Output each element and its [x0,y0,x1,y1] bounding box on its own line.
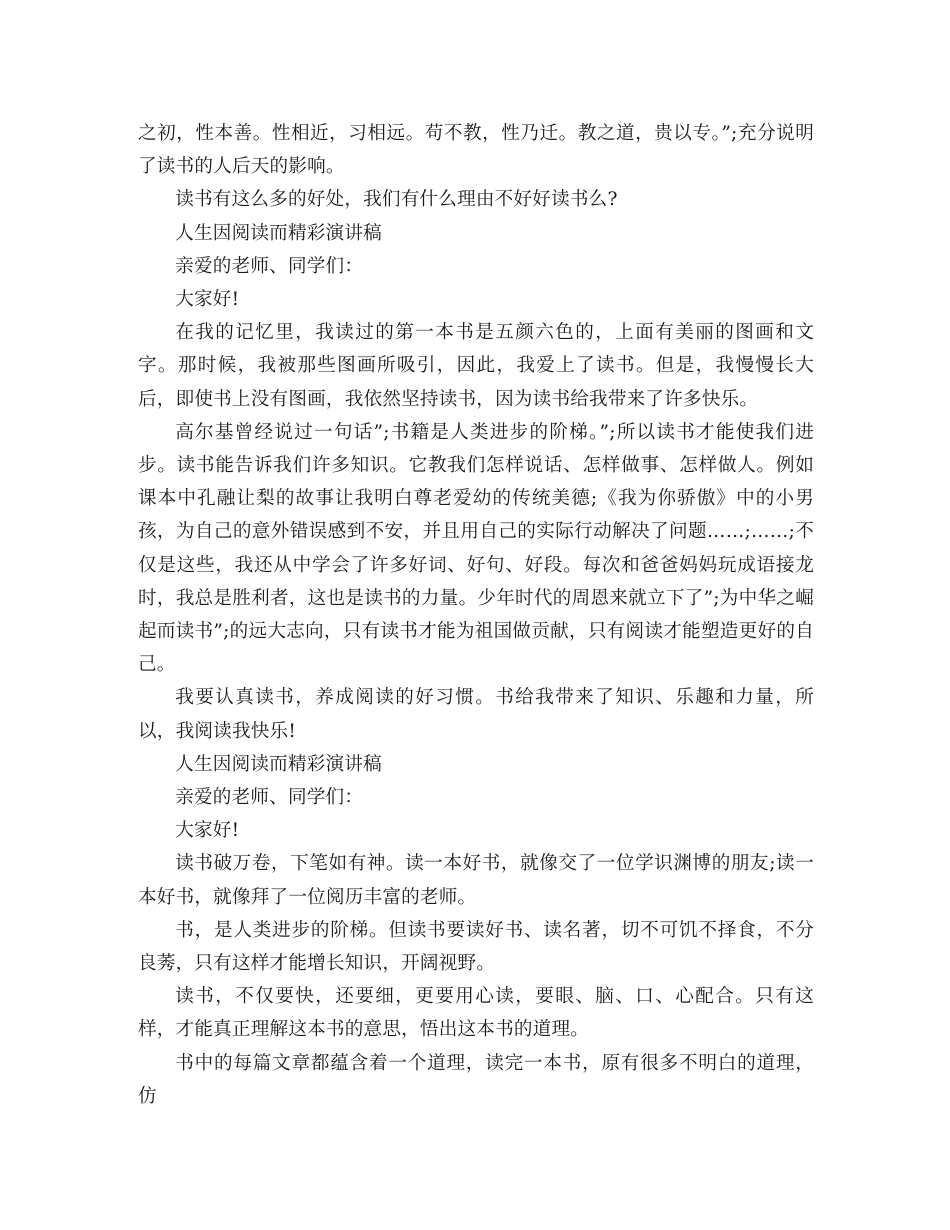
paragraph: 读书，不仅要快，还要细，更要用心读，要眼、脑、口、心配合。只有这样，才能真正理解这本书的意思，悟出这本书的道理。 [138,986,814,1041]
greeting: 大家好! [175,289,240,311]
paragraph: 高尔基曾经说过一句话”;书籍是人类进步的阶梯。”;所以读书才能使我们进步。读书能告诉我们许多知识。它教我们怎样说话、怎样做事、怎样做人。例如课本中孔融让梨的故事让我明白尊老爱幼的传统美德;《我为你骄傲》中的小男孩，为自己的意外错误感到不安，并且用自己的实际行动解决了问题……;……;不仅是这些，我还从中学会了许多好词、好句、好段。每次和爸爸妈妈玩成语接龙时，我总是胜利者，这也是读书的力量。少年时代的周恩来就立下了”;为中华之崛起而读书”;的远大志向，只有读书才能为祖国做贡献，只有阅读才能塑造更好的自己。 [138,421,814,676]
paragraph: 在我的记忆里，我读过的第一本书是五颜六色的，上面有美丽的图画和文字。那时候，我被那些图画所吸引，因此，我爱上了读书。但是，我慢慢长大后，即使书上没有图画，我依然坚持读书，因为读书给我带来了许多快乐。 [138,322,814,410]
paragraph: 书，是人类进步的阶梯。但读书要读好书、读名著，切不可饥不择食，不分良莠，只有这样才能增长知识，开阔视野。 [138,919,814,975]
salutation: 亲爱的老师、同学们： [175,787,364,809]
paragraph: 我要认真读书，养成阅读的好习惯。书给我带来了知识、乐趣和力量，所以，我阅读我快乐! [138,687,814,742]
document-body [138,117,814,1113]
paragraph: 读书有这么多的好处，我们有什么理由不好好读书么? [175,189,618,211]
speech-title: 人生因阅读而精彩演讲稿 [175,222,382,244]
paragraph: 书中的每篇文章都蕴含着一个道理，读完一本书，原有很多不明白的道理，仿 [138,1052,814,1107]
paragraph: 读书破万卷，下笔如有神。读一本好书，就像交了一位学识渊博的朋友;读一本好书，就像拜了一位阅历丰富的老师。 [138,853,814,908]
greeting: 大家好! [175,820,240,842]
paragraph: 之初，性本善。性相近，习相远。苟不教，性乃迁。教之道，贵以专。”;充分说明了读书的人后天的影响。 [138,123,814,178]
salutation: 亲爱的老师、同学们： [175,255,364,277]
speech-title: 人生因阅读而精彩演讲稿 [175,753,382,775]
